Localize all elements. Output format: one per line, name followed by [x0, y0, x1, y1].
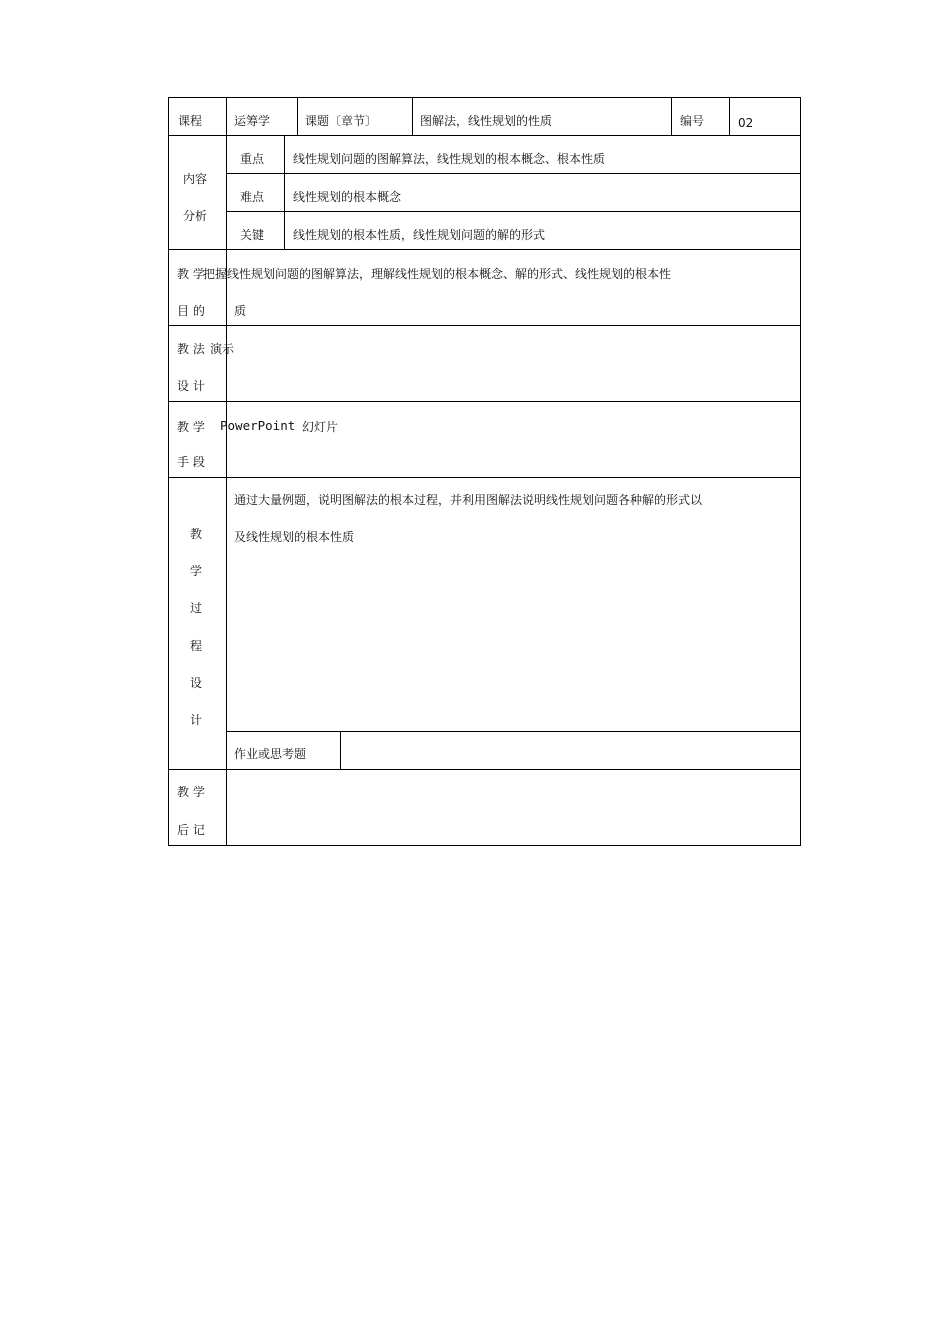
course-label: 课程 — [178, 114, 203, 128]
teaching-goal-label-1: 教 学 — [177, 267, 205, 281]
process-text-2: 及线性规划的根本性质 — [234, 530, 355, 544]
process-text-1: 通过大量例题，说明图解法的根本过程，并利用图解法说明线性规划问题各种解的形式以 — [234, 493, 703, 507]
row-divider — [168, 401, 801, 402]
row-divider — [168, 769, 801, 770]
border-left — [168, 97, 169, 846]
course-value: 运筹学 — [234, 114, 271, 128]
key-point-text: 线性规划问题的图解算法，线性规划的根本概念、根本性质 — [293, 152, 606, 166]
col-divider — [297, 97, 298, 135]
key-point-label: 重点 — [240, 152, 265, 166]
process-label-char: 教 — [190, 527, 203, 541]
teaching-means-label-2: 手 段 — [177, 455, 205, 469]
teaching-means-text: PowerPoint — [220, 418, 296, 433]
row-divider — [226, 211, 801, 212]
row-divider — [168, 477, 801, 478]
border-bottom — [168, 845, 801, 846]
teaching-method-text: 演示 — [210, 342, 235, 356]
row-divider — [226, 173, 801, 174]
content-analysis-label-2: 分析 — [183, 209, 208, 223]
row-divider — [168, 325, 801, 326]
teaching-method-label-1: 教 法 — [177, 342, 205, 356]
teaching-goal-text-2: 质 — [234, 304, 247, 318]
process-label-char: 学 — [190, 564, 203, 578]
teaching-goal-text-1: 把握线性规划问题的图解算法，理解线性规划的根本概念、解的形式、线性规划的根本性 — [203, 267, 672, 281]
col-divider — [412, 97, 413, 135]
homework-label: 作业或思考题 — [234, 747, 307, 761]
row-divider — [168, 135, 801, 136]
col-divider — [729, 97, 730, 135]
lesson-plan-table — [168, 97, 801, 846]
crux-text: 线性规划的根本性质，线性规划问题的解的形式 — [293, 228, 546, 242]
border-top — [168, 97, 801, 98]
topic-value: 图解法，线性规划的性质 — [420, 114, 553, 128]
reflection-label-1: 教 学 — [177, 785, 205, 799]
border-right — [800, 97, 801, 846]
number-value: 02 — [738, 116, 754, 130]
difficulty-label: 难点 — [240, 190, 265, 204]
teaching-means-label-1: 教 学 — [177, 420, 205, 434]
number-label: 编号 — [680, 114, 705, 128]
col-divider — [340, 731, 341, 769]
process-label-char: 设 — [190, 676, 203, 690]
col-divider — [284, 135, 285, 249]
col-divider — [226, 97, 227, 249]
process-label-char: 过 — [190, 601, 203, 615]
teaching-means-suffix: 幻灯片 — [302, 420, 339, 434]
topic-label: 课题〔章节〕 — [305, 114, 378, 128]
teaching-method-label-2: 设 计 — [177, 379, 205, 393]
reflection-label-2: 后 记 — [177, 823, 205, 837]
teaching-goal-label-2: 目 的 — [177, 304, 205, 318]
process-label-char: 计 — [190, 713, 203, 727]
col-divider — [671, 97, 672, 135]
process-label-char: 程 — [190, 639, 203, 653]
col-divider — [226, 249, 227, 845]
content-analysis-label-1: 内容 — [183, 172, 208, 186]
row-divider — [226, 731, 801, 732]
row-divider — [168, 249, 801, 250]
crux-label: 关键 — [240, 228, 265, 242]
difficulty-text: 线性规划的根本概念 — [293, 190, 402, 204]
